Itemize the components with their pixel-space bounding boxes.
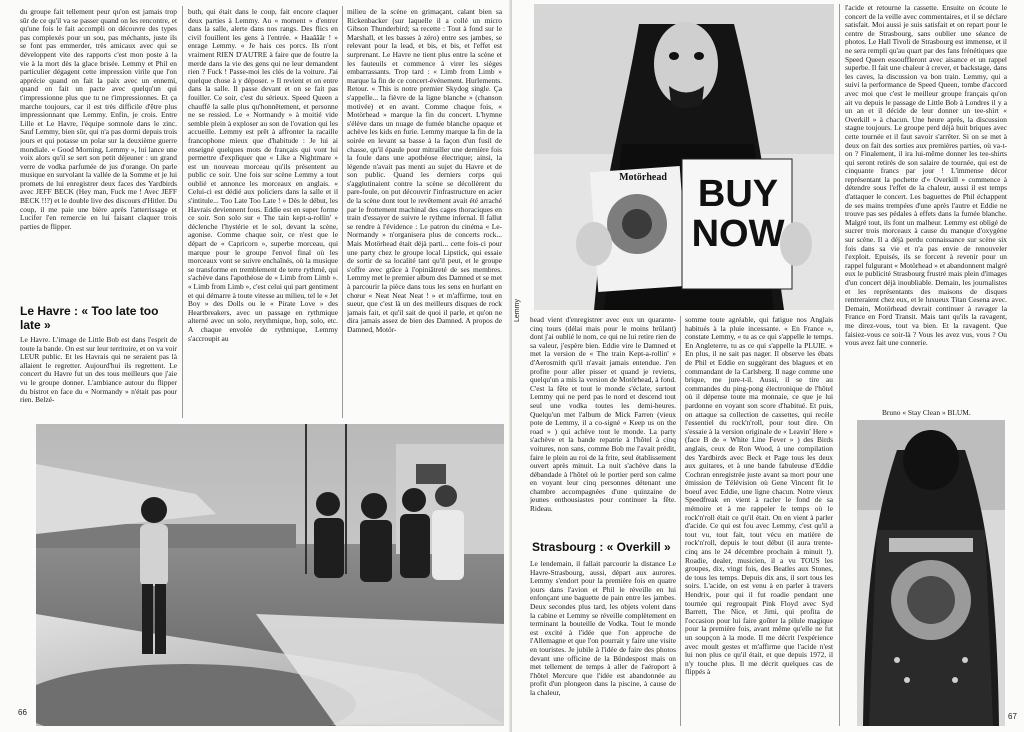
lemmy-buy-now-photo (534, 4, 834, 310)
right-page (512, 0, 1024, 732)
left-column-2 (188, 8, 338, 418)
photo-credit: Lemmy (514, 299, 521, 322)
page-number-right: 67 (1008, 712, 1017, 721)
page-number-left: 66 (18, 708, 27, 717)
left-column-1-b (20, 336, 177, 418)
right-col1-text: head vient d'enregistrer avec eux un quarante-cinq tours (délai mais pour le moins brûlant) dont j'ai oublié le nom, ce qui ne lui retire rien de sa valeur, j'espère bien. Eddie vire le Damned et met la version de « The train Kept-a-rollin' » d'Aerosmith qu'il n'avait jamais entendue. J'en profite pour aller pisser et quand je reviens, quelqu'un a mis la version de Motörhead, à fond. C'est la fête et tout le monde s'éclate, surtout Lemmy qui ne perd pas le nord et descend tout seul une vodka toutes les demi-heures. Quelqu'un met l'album de Mick Farren (vieux pote de Lemmy, il a co-signé « Keep us on the road » ) qui achève tout le monde. La party s'achève et la bande repatrie à l'hôtel à cinq voitures, non sans, comme Bob me l'avait prédit, faire le plein au roi de la frite, seul établissement ouvert après minuit. La nuit s'achève dans la débandade à l'hôtel où le portier perd son calme en voyant leur cinq personnes détenant une chambre accompagnées d'une quinzaine de jeunes enthousiastes pour continuer la fête. Rideau. (530, 316, 676, 514)
motorhead-jacket-photo (857, 420, 1005, 726)
left-column-1 (20, 8, 177, 301)
album-label: Motörhead (619, 172, 667, 183)
jacket-image (857, 420, 1005, 726)
left-col1-text-b: Le Havre. L'image de Little Bob est dans l'esprit de toute la bande. On est sur leur territoire, et on va voir LEUR public. Et les Havrais qui ne seraient pas là allaient le regretter. Aujourd'hui ils regrettent. Le concert du Havre fut un des tous meilleurs que j'aie vu le groupe donner. L'ambiance autour du flipper du bistrot en face du « Normandy » n'était pas pour rien. Belzé- (20, 336, 177, 405)
column-divider (182, 6, 183, 418)
right-column-1-b (530, 560, 676, 726)
band-airport-image (36, 424, 504, 726)
right-col1-text-b: Le lendemain, il fallait parcourir la distance Le Havre-Strasbourg, aussi, départ aux aurores. Lemmy s'endort pour la première fois en quatre jours dans l'avion et Phil le réveille en lui enfonçant une baguette de pain entre les jambes. Deux secondes plus tard, les objets volent dans la cabine et Lemmy se réveille complètement en terminant la bouteille de Vodka. Tout le monde est excité à l'idée que l'on approche de l'Allemagne et que l'on pourrait y faire une visite en touristes. Je jubile à l'idée de faire des photos devant une officine de la Bündespost mais on met tellement de temps à aller de l'aéroport à l'hôtel Mercure que l'idée est abandonnée au profit d'un plongeon dans la piscine, à cause de la chaleur, (530, 560, 676, 697)
left-column-3 (347, 8, 502, 418)
left-heading: Le Havre : « Too late too late » (20, 304, 159, 332)
right-col3-text: l'acide et retourne la cassette. Ensuite on écoute le concert de la veille avec commentaires, et il se déclare satisfait. Moi aussi je suis satisfait et on repart pour le centre de Strasbourg, sans oublier une séance de photos. Le Hall Tivoli de Strasbourg est immense, et il ne sera rempli qu'au quart par des fans frénétiques que Speed Queen essouffleront avec aisance et un rappel superbe. Il fait une chaleur à crever, et backstage, dans les caves, la discussion va bon train. Lemmy, qui a suivi la performance de Speed Queen, tombe d'accord avec moi que c'est le meilleur groupe français qu'on ait vu depuis le passage de Little Bob à Londres il y a un an et il décide de leur donner un tee-shirt « Overkill » à chacun. Une heure après, la discussion stagne toujours. Le groupe perd déjà huit briques avec cette tournée et il faut savoir s'arrêter. Si on se met à deux on fait des sorties aux premières parties, où va-t-on ? Finalement, il ira lui-même donner les tee-shirts qui seront retirés de son salaire de tournée, qui est de cinquante francs par jour ! L'immense décor représentant la pochette d'« Overkill » commence à détendre sous l'effet de la chaleur, aussi il est temps d'attaquer le concert. Les baguettes de Phil échappent de ses mains trempées d'une après l'autre et Eddie ne trouve pas ses pédales à effets dans la fumée blanche. Malgré tout, ils font un malheur. Lemmy est obligé de sucrer trois morceaux à cause du manque d'oxygène sur scène. Il a déjà perdu connaissance sur scène six fois dans sa vie et n'a pas envie de renouveler l'exploit. Epuisés, ils se forcent à revenir pour un rappel fulgurant « Motörhead » et abandonnent malgré eux le publicité Strasbourg frustré mais plein d'images d'un concert déjà inoubliable. Demain, les journalistes et les représentants des maisons de disques rentreraient chez eux, et le luxueux Titan Cesena avec. Demain, Motörhead devrait continuer à ravager la France en Ford Transit. Mais tant qu'ils la ravagent, me direz-vous, tout va bien. Et la ravagent. Que faisiez-vous ce soir-là ? Vous les avez vus, vous ? Ou vous avez fait une connerie. (845, 4, 1007, 348)
right-column-2 (685, 316, 833, 726)
left-col2-text: buth, qui était dans le coup, fait encore claquer deux parties à Lemmy. Au « moment » d'entrer dans la salle, alerte dans nos rangs. Des flics en civil fouillent les gens à l'entrée. « Haaâââr ! » enrage Lemmy. « Je hais ces porcs. Ils n'ont vraiment RIEN D'AUTRE à faire que de foutre la merde dans la vie des gens qui ne leur demandent rien ? Fuck ! Passe-moi les clés de la voiture. J'ai quelque chose à y déposer. » Il revient et on entre dans la salle. Il passe devant et on se fait pas fouiller. Ce soir, c'est du sérieux. Speed Queen a chauffé la salle plus qu'honnêtement, et personne ne se ressied. Le « Normandy » à moitié vide semble plein à exploser au son de l'ovation qui les accueille. Lemmy est prêt à affronter la racaille francophone mieux que d'habitude : Je lui ai enseigné quelques mots de français qui vont lui permettre d'expliquer que « Like a Nightmare » est un nouveau morceau qu'ils présentent au public ce soir. Une fois sur scène Lemmy a tout oublié et annonce les morceaux en anglais. « Celui-ci est dédié aux policiers dans la salle et il s'intitule... Too Late Too Late ! » Dès le début, les Havrais deviennent fous. Eddie est en super forme ce soir. Son solo sur « The tain kept-a-rollin' » déclenche l'hystérie et le sol, devant la scène, agonise. Comme chaque soir, ce n'est que le départ de « Capricorn », superbe morceau, qui marque pour le groupe l'envol final où les morceaux vont se suivre enchaînés, où la musique se transforme en tremblement de terre rythmé, qui s'achève dans l'apothéose de « Limb from Limb ». « Limb from Limb », c'est celui qui part gentiment et qui démarre à toute vitesse au milieu, tel le « Jet Boy » des Dolls ou le « Pirate Love » des Heartbreakers, avec un passage en rythmique alterné avec un solo, rerythmique, hop, solo, etc. A chaque envolée de rythmique, Lemmy s'accroupit au (188, 8, 338, 343)
column-divider (839, 4, 840, 726)
buy-now-sign: BUY NOW (691, 173, 785, 255)
column-divider (342, 6, 343, 418)
right-column-3 (845, 4, 1007, 406)
right-heading: Strasbourg : « Overkill » (532, 540, 671, 554)
right-column-1 (530, 316, 676, 538)
band-airport-photo (36, 424, 504, 726)
author-signature: Bruno « Stay Clean » BLUM. (882, 408, 971, 417)
lemmy-image (534, 4, 834, 310)
column-divider (680, 316, 681, 726)
right-col2-text: somme toute agréable, qui fatigue nos Anglais habitués à la pluie incessante. « En France », constate Lemmy, « tu as ce qui s'appelle le temps. En Angleterre, tu as ce qui s'appelle la PLUIE. » En plus, il ne sait pas nager. Il observe les ébats de Phil et Eddie en suggérant des blagues et en commandant de la Carlsberg. Il nage comme une brique, me jure-t-il. Aussi, il se tire au commandes du ping-pong électronique de l'hôtel où il dépense toute ma monnaie, ce que je lui pardonne en voyant son score d'habitué. Et puis, on attaque sa collection de cassettes, qui recèle l'essentiel du rock'n'roll, pour tout dire. On s'essaie à la version originale de « Leavin' Here » (face B de « White Line Fever » ) des Birds anglais, ceux de Ron Wood, à une compilation des Yardbirds avec Beck et Page tous les deux aux guitares, et à une bande fabuleuse d'Eddie Cochran enregistrée juste avant sa mort pour une émission de Télévision où Gene Vincent fit le boeuf avec Eddie, une ligne chacun. Notre vieux Speedfreak en vient à racler le fond de sa mémoire et à me rappeler le temps où le rock'n'roll était ce qu'il était. On en vient à parler d'acide. Ce qui est fou avec Lemmy, c'est qu'il a tout vu, tout fait, tout vécu en matière de rock'n'roll, depuis le tout début (il aura trente-cinq ans le 24 décembre prochain à minuit !). Roadie, dealer, musicien, il a vu TOUS les groupes, dix, vingt fois, des Beatles aux Stones, de tous les temps. Depuis dix ans, il sort tous les soirs. L'acide, on est venu à en parler à travers Hendrix, pour qui il fut roadie pendant une tournée qui regroupait Pink Floyd avec Syd Barrett, The Nice, et Jimi, qui profita de l'occasion pour lui faire goûter la pilule magique pour la première fois, avant même qu'elle ne fut un soupçon à la mode. Il me décrit l'expérience avec moult gestes et m'affirme que l'acide n'est lui non plus ce qu'il était, et que depuis 1972, il n'y touche plus. Il me décrit quelques cas de flippés à (685, 316, 833, 677)
left-col3-text: milieu de la scène en grimaçant, calant bien sa Rickenbacker (sur laquelle il a collé un micro Gibson Thunderbird; sa recette : Tout à fond sur le Marshall, et les basses à zéro) entre ses jambes, se relevant pour la lead, et bis, et bis, et l'effet est surprenant. Le Havre ne tient plus entre la scène et les fauteuils et commence à virer les sièges embarrassants. Trop tard : « Limb from Limb » marque la fin de ce concert-événement. Hurlements. Retour. « This is notre premier Skydog single. Ça s'appelle... la fièvre de la ligne blanche » (chanson motivée) et en avant. Comme chaque fois, « Motörhead » marque la fin du concert. L'hymne s'élève dans un nuage de fumée blanche opaque et achève les kids en furie. Lemmy marque la fin de la soirée en levant sa basse à la façon d'un fusil de chasse, qu'il épaule pour mitrailler une dernière fois la foule dans une apothéose électrique; ainsi, la légende n'avait pas menti au sujet du Havre et de son public. Quand les derniers corps qui s'agglutinaient contre la scène se décollèrent du pare-foule, on put découvrir l'infrastructure en acier de la scène dont tout le revêtement avait été arraché par le frottement machinal des cages thoraciques en train d'essayer de suivre le rythme infernal. Il fallut se rendre à l'évidence : Le patron du cinéma « Le-Normandy » n'organisera plus de concerts rock... Mais Motörhead était déjà parti... cette fois-ci pour une party chez le groupe local Lipstick, qui essaie de sortir de sa localité tant qu'il peut, et le groupe s'offre avec grâce à l'opiniâtreté de ses membres. Lemmy met le premier album des Damned et se met à parcourir la pièce dans tous les sens en hurlant en chœur « Neat Neat Neat ! » et m'affirme, tout en sueur, que c'est là un des meilleurs disques de rock jamais fait, et qu'il sait de quoi il parle, et qu'on ne dira jamais assez de bien des Damned. A propos de Damned, Motör- (347, 8, 502, 334)
left-col1-text: du groupe fait tellement peur qu'on est jamais trop sûr de ce qu'il va se passer quand on les rencontre, et qu'une fois le fait accompli on découvre des types pas complexés pour un sou, pas méchants, juste ils se font pas emmerder, très amicaux avec qui se développent vite des rapports c'est mon poste à la vie à la mort dès la glace brisée. Lemmy et Phil en particulier dégagent cette impression virile que l'on apprécie quand on fait la paix avec un ennemi, quand on fait un pacte avec quelqu'un qui t'impressionne plus que tu ne t'impressionnes. Et ça marche toujours, car il est très difficile d'être plus impressionnant que Lemmy. Enfin, je crois. Entre Lille et Le Havre, l'équipe somnole dans le zinc. Sauf Lemmy, bien sûr, qui n'a pas dormi depuis trois jours et qui potasse un polar sur la deuxième guerre mondiale. « Good Morning, Lemmy », lui lance une voix alors qu'il se sert son petit déjeuner : un grand verre de vodka parfumée de jus d'orange. On parle musique en survolant la vallée de la Somme et je lui promets de lui enregistrer deux faces des Yardbirds avec JEFF BECK (Hey man, Fuck me ! Avec JEFF BECK !!?) et le double live des discours d'Hitler. Du coup, il me paie une bière après l'atterrissage et Lucifer l'en remercie en lui faisant claquer trois parties de flipper. (20, 8, 177, 231)
